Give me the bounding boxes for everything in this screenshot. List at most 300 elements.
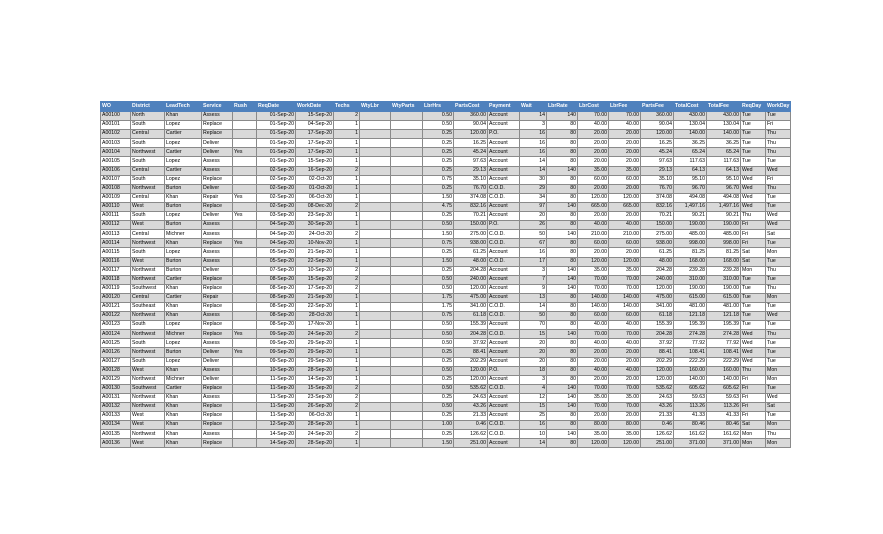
table-cell[interactable]: 08-Sep-20 [257, 293, 296, 302]
column-header[interactable]: Service [202, 102, 233, 112]
table-cell[interactable]: 1 [334, 439, 360, 448]
table-cell[interactable]: 96.70 [674, 184, 707, 193]
table-cell[interactable]: 02-Sep-20 [257, 166, 296, 175]
table-cell[interactable]: A00116 [101, 257, 131, 266]
table-cell[interactable]: 161.62 [707, 430, 741, 439]
table-cell[interactable]: Cartier [165, 293, 202, 302]
table-cell[interactable]: 20.00 [578, 184, 609, 193]
table-cell[interactable]: 15 [520, 403, 547, 412]
table-cell[interactable]: 61.25 [641, 248, 674, 257]
table-cell[interactable] [233, 275, 257, 284]
table-cell[interactable]: 3 [520, 121, 547, 130]
table-cell[interactable]: Burton [165, 184, 202, 193]
table-cell[interactable]: 95.10 [674, 175, 707, 184]
table-cell[interactable]: Account [488, 321, 520, 330]
table-cell[interactable]: A00108 [101, 184, 131, 193]
table-cell[interactable]: 14 [520, 302, 547, 311]
table-cell[interactable]: 29.13 [454, 166, 488, 175]
table-cell[interactable]: Lopez [165, 321, 202, 330]
table-cell[interactable]: C.O.D. [488, 230, 520, 239]
table-cell[interactable]: 80 [547, 148, 578, 157]
table-cell[interactable]: 168.00 [707, 257, 741, 266]
table-cell[interactable]: 2 [334, 384, 360, 393]
table-cell[interactable]: 140.00 [707, 130, 741, 139]
table-cell[interactable]: Khan [165, 393, 202, 402]
column-header[interactable]: LeadTech [165, 102, 202, 112]
table-cell[interactable] [360, 393, 391, 402]
column-header[interactable]: LbrHrs [423, 102, 454, 112]
table-cell[interactable] [360, 412, 391, 421]
table-cell[interactable] [233, 293, 257, 302]
table-cell[interactable]: 01-Oct-20 [296, 184, 334, 193]
table-cell[interactable]: 251.00 [454, 439, 488, 448]
table-cell[interactable]: Southeast [131, 302, 165, 311]
table-cell[interactable]: 95.10 [707, 175, 741, 184]
table-cell[interactable]: Thu [766, 148, 791, 157]
table-cell[interactable]: Deliver [202, 357, 233, 366]
table-cell[interactable]: Wed [766, 212, 791, 221]
table-cell[interactable]: Yes [233, 212, 257, 221]
table-cell[interactable]: 160.00 [674, 366, 707, 375]
table-cell[interactable]: 150.00 [454, 221, 488, 230]
table-cell[interactable]: A00101 [101, 121, 131, 130]
table-cell[interactable]: Lopez [165, 357, 202, 366]
table-cell[interactable]: Khan [165, 366, 202, 375]
table-cell[interactable]: 28-Sep-20 [296, 366, 334, 375]
table-cell[interactable] [391, 412, 423, 421]
table-cell[interactable]: P.O. [488, 130, 520, 139]
table-cell[interactable]: A00103 [101, 139, 131, 148]
table-cell[interactable]: 70.00 [578, 384, 609, 393]
table-cell[interactable]: 0.25 [423, 430, 454, 439]
table-cell[interactable]: Khan [165, 439, 202, 448]
table-cell[interactable]: 01-Sep-20 [257, 130, 296, 139]
table-cell[interactable]: 35.00 [609, 430, 641, 439]
table-cell[interactable]: Account [488, 357, 520, 366]
table-cell[interactable]: Mon [766, 439, 791, 448]
table-cell[interactable]: 9 [520, 284, 547, 293]
table-cell[interactable]: Mon [766, 421, 791, 430]
table-cell[interactable]: 0.46 [454, 421, 488, 430]
table-cell[interactable]: 140 [547, 284, 578, 293]
table-cell[interactable]: 535.62 [641, 384, 674, 393]
column-header[interactable]: Payment [488, 102, 520, 112]
table-cell[interactable]: Tue [766, 157, 791, 166]
table-cell[interactable]: 26-Sep-20 [296, 403, 334, 412]
table-cell[interactable]: 09-Sep-20 [257, 339, 296, 348]
table-cell[interactable]: 126.62 [454, 430, 488, 439]
table-cell[interactable]: 615.00 [707, 293, 741, 302]
table-cell[interactable]: Account [488, 348, 520, 357]
table-cell[interactable]: 0.75 [423, 239, 454, 248]
table-cell[interactable]: 108.41 [674, 348, 707, 357]
table-cell[interactable]: Tue [766, 348, 791, 357]
table-cell[interactable]: Tue [741, 284, 766, 293]
table-cell[interactable]: 80.00 [609, 421, 641, 430]
table-cell[interactable]: 475.00 [641, 293, 674, 302]
table-cell[interactable]: Deliver [202, 184, 233, 193]
table-cell[interactable]: Wed [766, 312, 791, 321]
table-cell[interactable]: 120.00 [578, 193, 609, 202]
table-cell[interactable]: 10-Sep-20 [296, 266, 334, 275]
table-cell[interactable]: 140 [547, 166, 578, 175]
table-cell[interactable]: Burton [165, 266, 202, 275]
table-cell[interactable]: 2 [334, 166, 360, 175]
table-cell[interactable]: Yes [233, 148, 257, 157]
table-cell[interactable]: 37.92 [454, 339, 488, 348]
table-cell[interactable]: Replace [202, 130, 233, 139]
table-cell[interactable]: South [131, 212, 165, 221]
table-cell[interactable]: 494.08 [674, 193, 707, 202]
table-cell[interactable]: 45.24 [454, 148, 488, 157]
table-cell[interactable]: 160.00 [707, 366, 741, 375]
table-cell[interactable]: 14 [520, 112, 547, 121]
table-cell[interactable]: 21.33 [641, 412, 674, 421]
table-cell[interactable]: 20.00 [578, 412, 609, 421]
table-cell[interactable]: Replace [202, 321, 233, 330]
column-header[interactable]: District [131, 102, 165, 112]
table-cell[interactable]: 80 [547, 339, 578, 348]
table-cell[interactable]: 40.00 [609, 339, 641, 348]
table-cell[interactable]: Fri [741, 412, 766, 421]
table-cell[interactable]: Account [488, 439, 520, 448]
table-cell[interactable]: 01-Sep-20 [257, 139, 296, 148]
table-cell[interactable]: Thu [766, 184, 791, 193]
table-cell[interactable]: 81.25 [674, 248, 707, 257]
table-cell[interactable]: A00113 [101, 230, 131, 239]
table-cell[interactable]: Tue [766, 257, 791, 266]
table-cell[interactable] [233, 357, 257, 366]
table-cell[interactable]: 374.08 [454, 193, 488, 202]
table-cell[interactable]: 0.75 [423, 312, 454, 321]
table-cell[interactable]: 80 [547, 375, 578, 384]
table-cell[interactable]: 310.00 [674, 275, 707, 284]
table-cell[interactable]: 70.00 [609, 330, 641, 339]
table-cell[interactable] [233, 230, 257, 239]
table-cell[interactable]: Khan [165, 239, 202, 248]
table-cell[interactable]: 70 [520, 321, 547, 330]
table-cell[interactable]: Khan [165, 421, 202, 430]
table-cell[interactable]: 16.25 [454, 139, 488, 148]
table-cell[interactable]: A00119 [101, 284, 131, 293]
table-cell[interactable]: 430.00 [674, 112, 707, 121]
table-cell[interactable]: 0.50 [423, 366, 454, 375]
table-cell[interactable]: 0.25 [423, 412, 454, 421]
table-cell[interactable]: 832.16 [641, 202, 674, 211]
table-cell[interactable]: West [131, 412, 165, 421]
table-cell[interactable]: 60.00 [578, 175, 609, 184]
table-cell[interactable]: 80 [547, 121, 578, 130]
table-cell[interactable]: 10-Nov-20 [296, 239, 334, 248]
table-cell[interactable]: 117.63 [674, 157, 707, 166]
table-cell[interactable]: 77.92 [674, 339, 707, 348]
table-cell[interactable]: 374.08 [641, 193, 674, 202]
table-cell[interactable]: 210.00 [609, 230, 641, 239]
table-cell[interactable]: Assess [202, 312, 233, 321]
table-cell[interactable]: A00105 [101, 157, 131, 166]
table-cell[interactable]: 29.13 [641, 166, 674, 175]
table-cell[interactable]: 16 [520, 421, 547, 430]
table-cell[interactable]: 1 [334, 357, 360, 366]
table-cell[interactable]: C.O.D. [488, 257, 520, 266]
table-cell[interactable]: 97 [520, 202, 547, 211]
table-cell[interactable]: Account [488, 293, 520, 302]
table-cell[interactable]: 1.50 [423, 193, 454, 202]
table-cell[interactable]: 80 [547, 366, 578, 375]
table-cell[interactable]: 61.18 [641, 312, 674, 321]
table-cell[interactable]: 14 [520, 157, 547, 166]
table-cell[interactable]: Tue [766, 412, 791, 421]
table-cell[interactable]: 70.00 [609, 275, 641, 284]
table-cell[interactable]: 35.00 [578, 393, 609, 402]
table-cell[interactable] [233, 257, 257, 266]
table-cell[interactable]: Yes [233, 330, 257, 339]
column-header[interactable]: WtyLbr [360, 102, 391, 112]
table-cell[interactable]: 26 [520, 221, 547, 230]
table-cell[interactable]: Thu [766, 284, 791, 293]
table-cell[interactable]: 11-Sep-20 [257, 403, 296, 412]
table-cell[interactable]: C.O.D. [488, 302, 520, 311]
table-cell[interactable]: 0.25 [423, 248, 454, 257]
table-cell[interactable]: 1,497.16 [674, 202, 707, 211]
table-cell[interactable]: Replace [202, 330, 233, 339]
table-cell[interactable]: Yes [233, 239, 257, 248]
table-cell[interactable]: 240.00 [641, 275, 674, 284]
table-cell[interactable] [391, 430, 423, 439]
table-cell[interactable]: 20 [520, 357, 547, 366]
table-cell[interactable]: 360.00 [454, 112, 488, 121]
table-cell[interactable]: 20 [520, 212, 547, 221]
table-cell[interactable]: 130.04 [707, 121, 741, 130]
table-cell[interactable]: 275.00 [454, 230, 488, 239]
table-cell[interactable]: 150.00 [641, 221, 674, 230]
table-cell[interactable]: Wed [741, 357, 766, 366]
table-cell[interactable] [391, 275, 423, 284]
table-cell[interactable]: 17-Sep-20 [296, 130, 334, 139]
table-cell[interactable]: Mon [741, 430, 766, 439]
table-cell[interactable]: 938.00 [641, 239, 674, 248]
table-cell[interactable]: 17-Sep-20 [296, 148, 334, 157]
table-cell[interactable] [233, 139, 257, 148]
table-cell[interactable]: Fri [766, 175, 791, 184]
table-cell[interactable] [233, 157, 257, 166]
table-cell[interactable]: Account [488, 166, 520, 175]
table-cell[interactable] [233, 266, 257, 275]
table-cell[interactable]: 3 [520, 266, 547, 275]
table-cell[interactable]: 28-Oct-20 [296, 312, 334, 321]
table-cell[interactable]: 121.18 [707, 312, 741, 321]
table-cell[interactable]: Account [488, 275, 520, 284]
table-cell[interactable]: Account [488, 148, 520, 157]
table-cell[interactable]: 140 [547, 430, 578, 439]
table-cell[interactable]: 0.25 [423, 184, 454, 193]
table-cell[interactable] [391, 266, 423, 275]
table-cell[interactable]: 0.50 [423, 330, 454, 339]
table-cell[interactable]: 05-Sep-20 [257, 248, 296, 257]
table-cell[interactable] [391, 230, 423, 239]
table-cell[interactable]: Account [488, 139, 520, 148]
table-cell[interactable]: 1 [334, 366, 360, 375]
table-cell[interactable]: 70.00 [609, 112, 641, 121]
table-cell[interactable]: Replace [202, 302, 233, 311]
column-header[interactable]: ReqDay [741, 102, 766, 112]
table-cell[interactable]: 20.00 [578, 130, 609, 139]
table-cell[interactable] [233, 166, 257, 175]
table-cell[interactable]: 1 [334, 157, 360, 166]
table-cell[interactable] [360, 348, 391, 357]
table-cell[interactable]: 80 [547, 184, 578, 193]
table-cell[interactable]: 35.00 [578, 166, 609, 175]
table-cell[interactable]: 1 [334, 257, 360, 266]
table-cell[interactable] [391, 221, 423, 230]
table-cell[interactable]: Mon [766, 375, 791, 384]
table-cell[interactable]: Tue [766, 112, 791, 121]
table-cell[interactable]: 0.75 [423, 175, 454, 184]
table-cell[interactable]: 430.00 [707, 112, 741, 121]
table-cell[interactable]: 70.00 [578, 330, 609, 339]
table-cell[interactable]: 20.00 [609, 148, 641, 157]
table-cell[interactable]: Cartier [165, 130, 202, 139]
table-cell[interactable]: Fri [741, 384, 766, 393]
table-cell[interactable]: 96.70 [707, 184, 741, 193]
table-cell[interactable]: 0.25 [423, 130, 454, 139]
table-cell[interactable]: 09-Sep-20 [257, 330, 296, 339]
table-cell[interactable]: 40.00 [609, 221, 641, 230]
table-cell[interactable] [391, 130, 423, 139]
table-cell[interactable]: 08-Sep-20 [257, 275, 296, 284]
table-cell[interactable] [360, 248, 391, 257]
table-cell[interactable]: Assess [202, 393, 233, 402]
table-cell[interactable]: Michner [165, 230, 202, 239]
table-cell[interactable]: A00125 [101, 339, 131, 348]
table-cell[interactable] [391, 193, 423, 202]
table-cell[interactable]: Replace [202, 175, 233, 184]
table-cell[interactable]: 14-Sep-20 [257, 430, 296, 439]
table-cell[interactable]: 120.00 [454, 284, 488, 293]
table-cell[interactable]: 70.00 [578, 403, 609, 412]
column-header[interactable]: PartsCost [454, 102, 488, 112]
table-cell[interactable]: Burton [165, 348, 202, 357]
table-cell[interactable]: 60.00 [609, 312, 641, 321]
table-cell[interactable]: A00126 [101, 348, 131, 357]
table-cell[interactable]: A00128 [101, 366, 131, 375]
table-cell[interactable]: 15-Sep-20 [296, 275, 334, 284]
table-cell[interactable]: 0.50 [423, 121, 454, 130]
table-cell[interactable] [233, 430, 257, 439]
table-cell[interactable]: Account [488, 266, 520, 275]
table-cell[interactable]: A00111 [101, 212, 131, 221]
table-cell[interactable]: 80 [547, 321, 578, 330]
table-cell[interactable]: Wed [766, 221, 791, 230]
table-cell[interactable]: 222.29 [674, 357, 707, 366]
table-cell[interactable]: 48.00 [641, 257, 674, 266]
table-cell[interactable]: 48.00 [454, 257, 488, 266]
table-cell[interactable]: 80 [547, 130, 578, 139]
table-cell[interactable]: 481.00 [674, 302, 707, 311]
table-cell[interactable]: 195.39 [674, 321, 707, 330]
table-cell[interactable]: 1 [334, 221, 360, 230]
table-cell[interactable]: 998.00 [674, 239, 707, 248]
table-cell[interactable]: South [131, 339, 165, 348]
table-cell[interactable]: 12 [520, 393, 547, 402]
table-cell[interactable]: 120.00 [609, 257, 641, 266]
table-cell[interactable]: 1 [334, 239, 360, 248]
table-cell[interactable]: 67 [520, 239, 547, 248]
table-cell[interactable]: Account [488, 157, 520, 166]
table-cell[interactable]: 1 [334, 130, 360, 139]
table-cell[interactable]: 29 [520, 184, 547, 193]
table-cell[interactable]: 120.00 [578, 257, 609, 266]
table-cell[interactable]: 0.50 [423, 284, 454, 293]
table-cell[interactable]: 251.00 [641, 439, 674, 448]
table-cell[interactable] [391, 348, 423, 357]
table-cell[interactable]: A00114 [101, 239, 131, 248]
table-cell[interactable]: 41.33 [707, 412, 741, 421]
table-cell[interactable]: 360.00 [641, 112, 674, 121]
table-cell[interactable]: 20.00 [578, 348, 609, 357]
table-cell[interactable] [360, 266, 391, 275]
table-cell[interactable]: 50 [520, 312, 547, 321]
table-cell[interactable]: A00112 [101, 221, 131, 230]
table-cell[interactable] [233, 403, 257, 412]
table-cell[interactable]: South [131, 248, 165, 257]
table-cell[interactable]: 60.00 [609, 239, 641, 248]
table-cell[interactable]: 80 [547, 257, 578, 266]
column-header[interactable]: WO [101, 102, 131, 112]
table-cell[interactable]: West [131, 257, 165, 266]
table-cell[interactable]: A00118 [101, 275, 131, 284]
table-cell[interactable]: 113.26 [707, 403, 741, 412]
table-cell[interactable]: 120.00 [454, 130, 488, 139]
table-cell[interactable]: Lopez [165, 139, 202, 148]
table-cell[interactable]: 310.00 [707, 275, 741, 284]
table-cell[interactable]: 2 [334, 230, 360, 239]
table-cell[interactable]: Wed [766, 393, 791, 402]
table-cell[interactable]: 605.62 [674, 384, 707, 393]
table-cell[interactable]: Northwest [131, 393, 165, 402]
table-cell[interactable]: C.O.D. [488, 312, 520, 321]
table-cell[interactable]: 665.00 [609, 202, 641, 211]
table-cell[interactable]: Wed [741, 184, 766, 193]
table-cell[interactable] [233, 439, 257, 448]
table-cell[interactable]: 70.00 [578, 284, 609, 293]
table-cell[interactable]: 2 [334, 112, 360, 121]
table-cell[interactable]: 202.29 [454, 357, 488, 366]
table-cell[interactable]: Wed [741, 330, 766, 339]
table-cell[interactable]: 1 [334, 148, 360, 157]
table-cell[interactable] [391, 330, 423, 339]
table-cell[interactable]: 0.25 [423, 348, 454, 357]
table-cell[interactable]: 15 [520, 330, 547, 339]
table-cell[interactable]: Fri [741, 393, 766, 402]
table-cell[interactable]: Assess [202, 366, 233, 375]
table-cell[interactable]: 1.50 [423, 230, 454, 239]
table-cell[interactable]: 239.28 [674, 266, 707, 275]
table-cell[interactable]: 140 [547, 403, 578, 412]
table-cell[interactable]: 24-Oct-20 [296, 230, 334, 239]
table-cell[interactable]: South [131, 139, 165, 148]
table-cell[interactable] [360, 330, 391, 339]
table-cell[interactable]: 17 [520, 257, 547, 266]
table-cell[interactable]: 16-Sep-20 [296, 166, 334, 175]
table-cell[interactable]: 11-Sep-20 [257, 393, 296, 402]
table-cell[interactable]: 4.75 [423, 202, 454, 211]
table-cell[interactable]: 17-Sep-20 [296, 139, 334, 148]
table-cell[interactable]: 117.63 [707, 157, 741, 166]
table-cell[interactable]: 36.25 [674, 139, 707, 148]
table-cell[interactable]: 0.25 [423, 393, 454, 402]
table-cell[interactable]: 481.00 [707, 302, 741, 311]
